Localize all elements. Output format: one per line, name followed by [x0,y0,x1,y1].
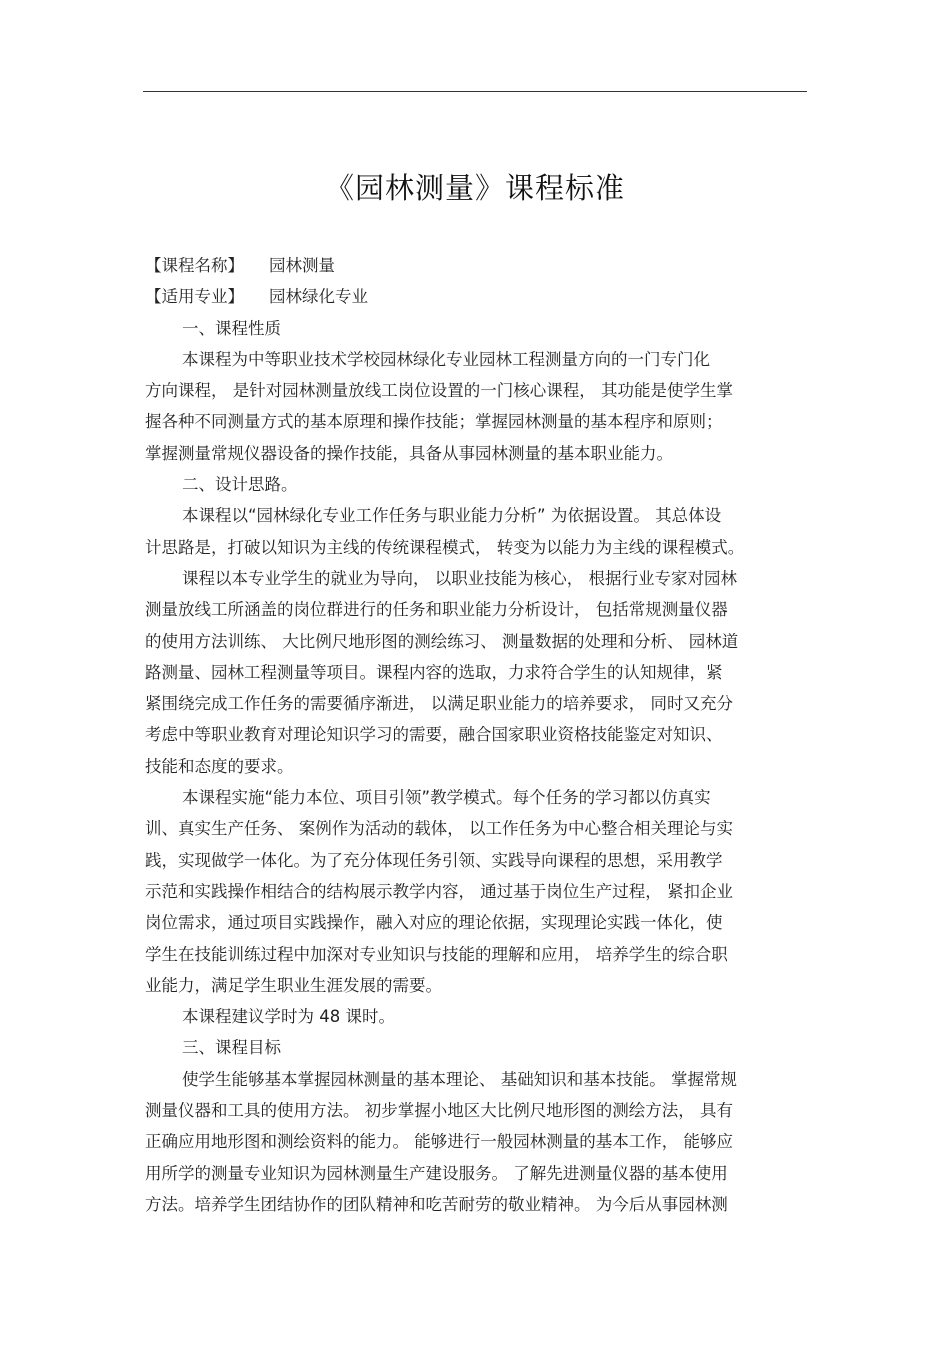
text-line: 握各种不同测量方式的基本原理和操作技能；掌握园林测量的基本程序和原则； [145,412,723,432]
course-name-row [145,250,807,281]
text-line: 正确应用地形图和测绘资料的能力。 能够进行一般园林测量的基本工作， 能够应 [145,1132,733,1152]
body-lines [145,313,807,1221]
text-line: 的使用方法训练、 大比例尺地形图的测绘练习、 测量数据的处理和分析、 园林道 [145,631,739,651]
text-line: 紧围绕完成工作任务的需要循序渐进， 以满足职业能力的培养要求， 同时又充分 [145,694,733,714]
text-line: 示范和实践操作相结合的结构展示教学内容， 通过基于岗位生产过程， 紧扣企业 [145,881,733,901]
major-value: 园林绿化专业 [269,287,368,307]
text-line: 路测量、园林工程测量等项目。课程内容的选取，力求符合学生的认知规律，紧 [145,662,723,682]
text-line: 学生在技能训练过程中加深对专业知识与技能的理解和应用， 培养学生的综合职 [145,944,728,964]
text-line: 本课程实施“能力本位、项目引领”教学模式。每个任务的学习都以仿真实 [182,788,711,808]
text-line: 业能力，满足学生职业生涯发展的需要。 [145,975,442,995]
text-line: 践，实现做学一体化。为了充分体现任务引领、实践导向课程的思想，采用教学 [145,850,723,870]
major-row [145,281,807,312]
text-line: 本课程建议学时为 48 课时。 [182,1007,395,1027]
text-line: 本课程为中等职业技术学校园林绿化专业园林工程测量方向的一门专门化 [182,349,710,369]
text-line: 方向课程， 是针对园林测量放线工岗位设置的一门核心课程， 其功能是使学生掌 [145,381,733,401]
text-line: 一、课程性质 [182,318,281,338]
document-body [145,250,807,1220]
text-line: 技能和态度的要求。 [145,756,294,776]
course-name-label: 【课程名称】 [145,256,244,275]
document-title: 《园林测量》课程标准 [324,171,625,205]
text-line: 计思路是，打破以知识为主线的传统课程模式， 转变为以能力为主线的课程模式。 [145,537,745,557]
text-line: 考虑中等职业教育对理论知识学习的需要，融合国家职业资格技能鉴定对知识、 [145,725,723,745]
text-line: 方法。培养学生团结协作的团队精神和吃苦耐劳的敬业精神。 为今后从事园林测 [145,1194,728,1214]
header-rule [143,91,807,92]
text-line: 用所学的测量专业知识为园林测量生产建设服务。 了解先进测量仪器的基本使用 [145,1163,728,1183]
text-line: 本课程以“园林绿化专业工作任务与职业能力分析” 为依据设置。 其总体设 [182,506,722,526]
text-line: 使学生能够基本掌握园林测量的基本理论、 基础知识和基本技能。 掌握常规 [182,1069,737,1089]
course-name-value: 园林测量 [269,256,335,275]
text-line: 课程以本专业学生的就业为导向， 以职业技能为核心， 根据行业专家对园林 [182,568,737,588]
text-line: 岗位需求，通过项目实践操作，融入对应的理论依据，实现理论实践一体化，使 [145,913,723,933]
major-label: 【适用专业】 [145,287,244,307]
text-line: 测量放线工所涵盖的岗位群进行的任务和职业能力分析设计， 包括常规测量仪器 [145,600,728,620]
text-line: 二、设计思路。 [182,475,298,495]
text-line: 掌握测量常规仪器设备的操作技能，具备从事园林测量的基本职业能力。 [145,443,673,463]
text-line: 三、课程目标 [182,1038,281,1058]
text-line: 测量仪器和工具的使用方法。 初步掌握小地区大比例尺地形图的测绘方法， 具有 [145,1101,733,1121]
text-line: 训、真实生产任务、 案例作为活动的载体， 以工作任务为中心整合相关理论与实 [145,819,733,839]
